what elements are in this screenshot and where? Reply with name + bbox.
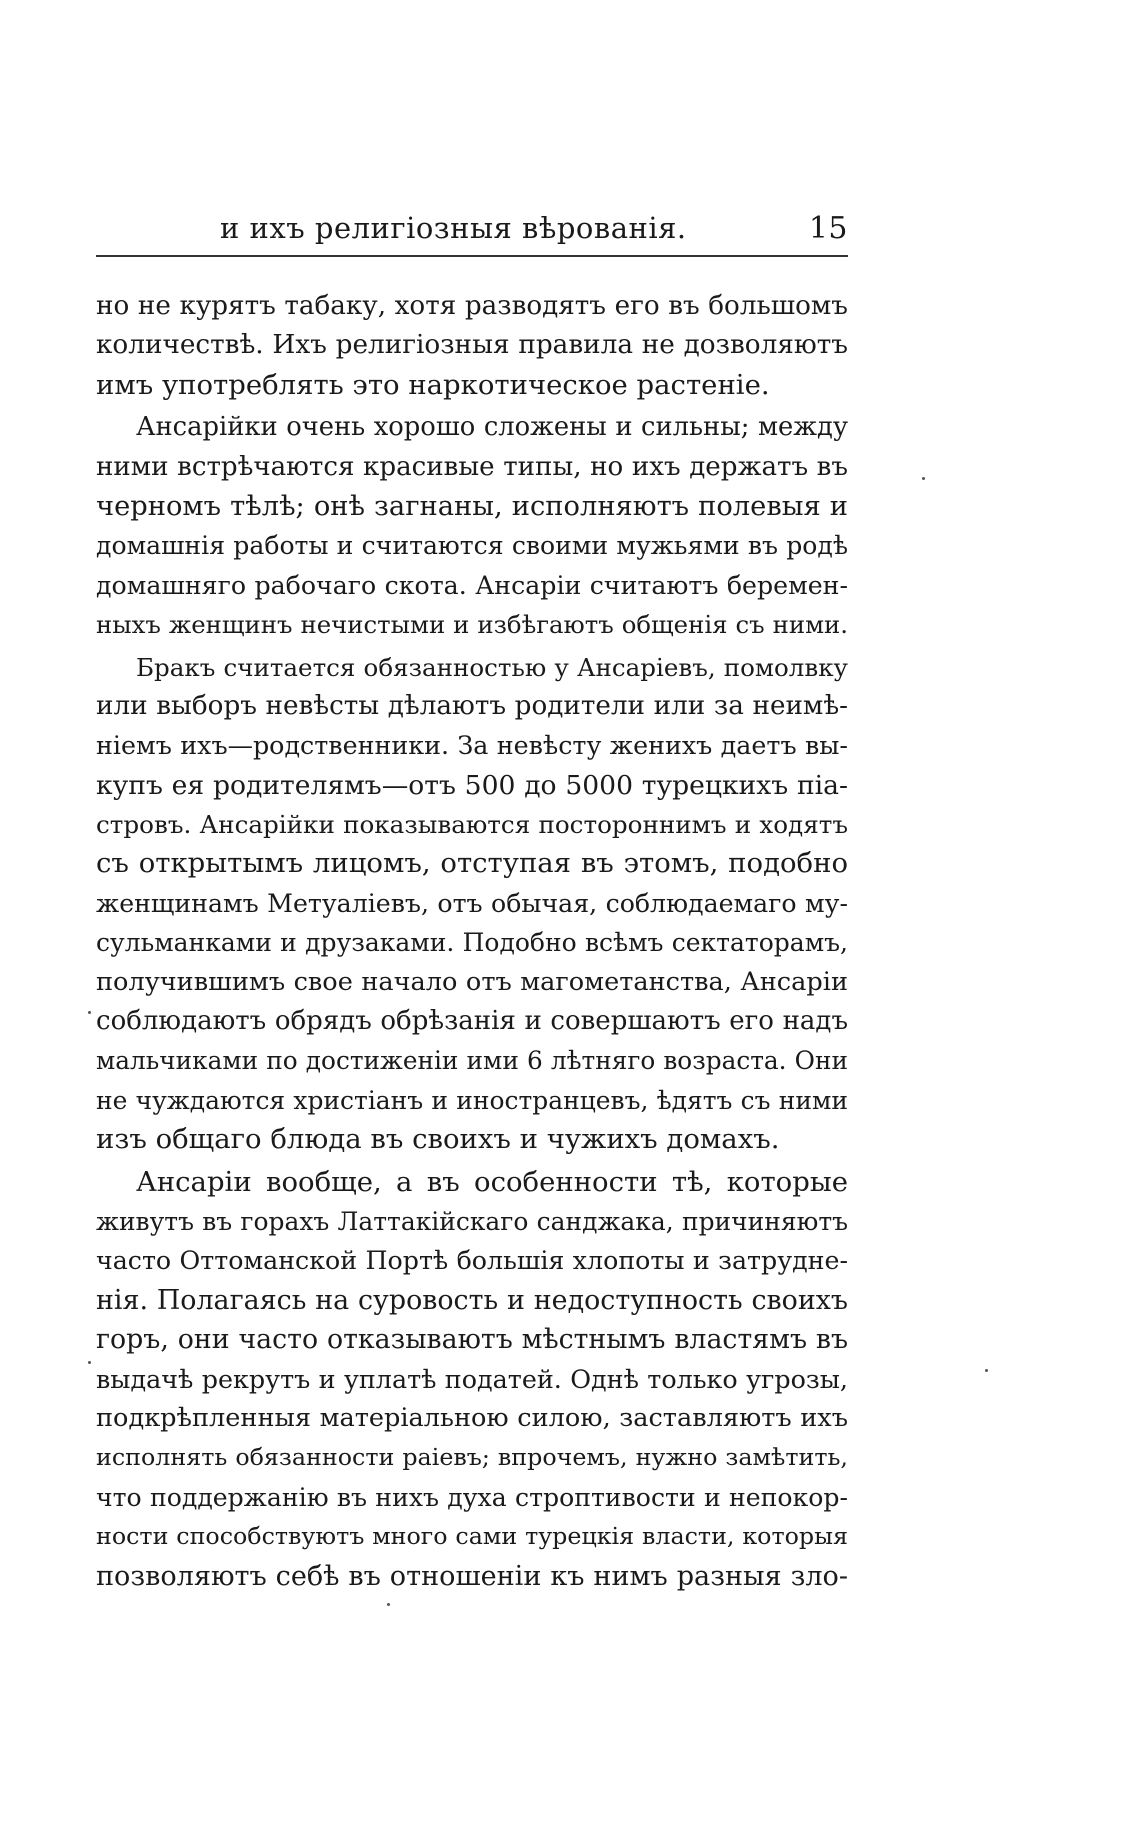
text-line: нія. Полагаясь на суровость и недоступность своихъ bbox=[96, 1284, 848, 1316]
text-line: мальчиками по достиженіи ими 6 лѣтняго возраста. Они bbox=[96, 1046, 848, 1076]
text-line: соблюдаютъ обрядъ обрѣзанія и совершаютъ его надъ bbox=[96, 1006, 848, 1037]
text-line: но не курятъ табаку, хотя разводятъ его въ большомъ bbox=[96, 291, 848, 321]
text-line: ними встрѣчаются красивые типы, но ихъ держатъ въ bbox=[96, 451, 848, 482]
text-line: женщинамъ Метуаліевъ, отъ обычая, соблюдаемаго му- bbox=[96, 888, 848, 918]
running-head bbox=[96, 205, 848, 257]
text-line: домашнія работы и считаются своими мужьями въ родѣ bbox=[96, 531, 848, 561]
page-number: 15 bbox=[808, 211, 848, 246]
text-line: домашняго рабочаго скота. Ансаріи считаютъ беремен- bbox=[96, 570, 848, 600]
body-text bbox=[96, 287, 848, 1596]
scan-speck bbox=[985, 1369, 988, 1372]
scan-speck bbox=[922, 477, 925, 480]
scan-speck bbox=[387, 1603, 390, 1606]
book-page bbox=[96, 205, 848, 1599]
paragraph bbox=[96, 648, 848, 1160]
text-line: количествѣ. Ихъ религіозныя правила не дозволяютъ bbox=[96, 330, 848, 361]
text-line: получившимъ свое начало отъ магометанства, Ансаріи bbox=[96, 966, 848, 997]
text-line: ніемъ ихъ—родственники. За невѣсту женихъ даетъ вы- bbox=[96, 730, 848, 761]
paragraph bbox=[96, 408, 848, 644]
text-line: или выборъ невѣсты дѣлаютъ родители или за неимѣ- bbox=[96, 690, 848, 721]
text-line: исполнять обязанности раіевъ; впрочемъ, нужно замѣтить, bbox=[96, 1443, 848, 1472]
header-rule bbox=[96, 255, 848, 257]
text-line: не чуждаются христіанъ и иностранцевъ, ѣдятъ съ ними bbox=[96, 1085, 848, 1115]
text-line: горъ, они часто отказываютъ мѣстнымъ властямъ въ bbox=[96, 1324, 848, 1356]
text-line: Ансаріи вообще, а въ особенности тѣ, которые bbox=[136, 1165, 848, 1198]
text-line: Бракъ считается обязанностью у Ансаріевъ, помолвку bbox=[136, 652, 848, 682]
text-line: ныхъ женщинъ нечистыми и избѣгаютъ общенія съ ними. bbox=[96, 610, 848, 640]
running-title: и ихъ религіозныя вѣрованія. bbox=[220, 211, 687, 245]
text-line: ности способствуютъ много сами турецкія власти, которыя bbox=[96, 1522, 848, 1551]
text-line: позволяютъ себѣ въ отношеніи къ нимъ разныя зло- bbox=[96, 1560, 848, 1592]
scan-speck bbox=[88, 1011, 91, 1014]
text-line: стровъ. Ансарійки показываются постороннимъ и ходятъ bbox=[96, 810, 848, 840]
paragraph bbox=[96, 287, 848, 405]
text-line: живутъ въ горахъ Латтакійскаго санджака, причиняютъ bbox=[96, 1206, 848, 1236]
text-line: Ансарійки очень хорошо сложены и сильны; между bbox=[136, 412, 848, 443]
text-line: изъ общаго блюда въ своихъ и чужихъ домахъ. bbox=[96, 1123, 780, 1156]
text-line: подкрѣпленныя матеріальною силою, заставляютъ ихъ bbox=[96, 1402, 848, 1433]
text-line: сульманками и друзаками. Подобно всѣмъ сектаторамъ, bbox=[96, 928, 848, 958]
paragraph bbox=[96, 1163, 848, 1596]
scan-speck bbox=[88, 1361, 91, 1364]
text-line: что поддержанію въ нихъ духа строптивости и непокор- bbox=[96, 1482, 848, 1512]
text-line: имъ употреблять это наркотическое растеніе. bbox=[96, 368, 770, 401]
text-line: черномъ тѣлѣ; онѣ загнаны, исполняютъ полевыя и bbox=[96, 490, 848, 522]
text-line: купъ ея родителямъ—отъ 500 до 5000 турецкихъ піа- bbox=[96, 769, 848, 801]
text-line: часто Оттоманской Портѣ большія хлопоты и затрудне- bbox=[96, 1246, 848, 1276]
text-line: съ открытымъ лицомъ, отступая въ этомъ, подобно bbox=[96, 847, 848, 880]
text-line: выдачѣ рекрутъ и уплатѣ податей. Однѣ только угрозы, bbox=[96, 1363, 848, 1394]
